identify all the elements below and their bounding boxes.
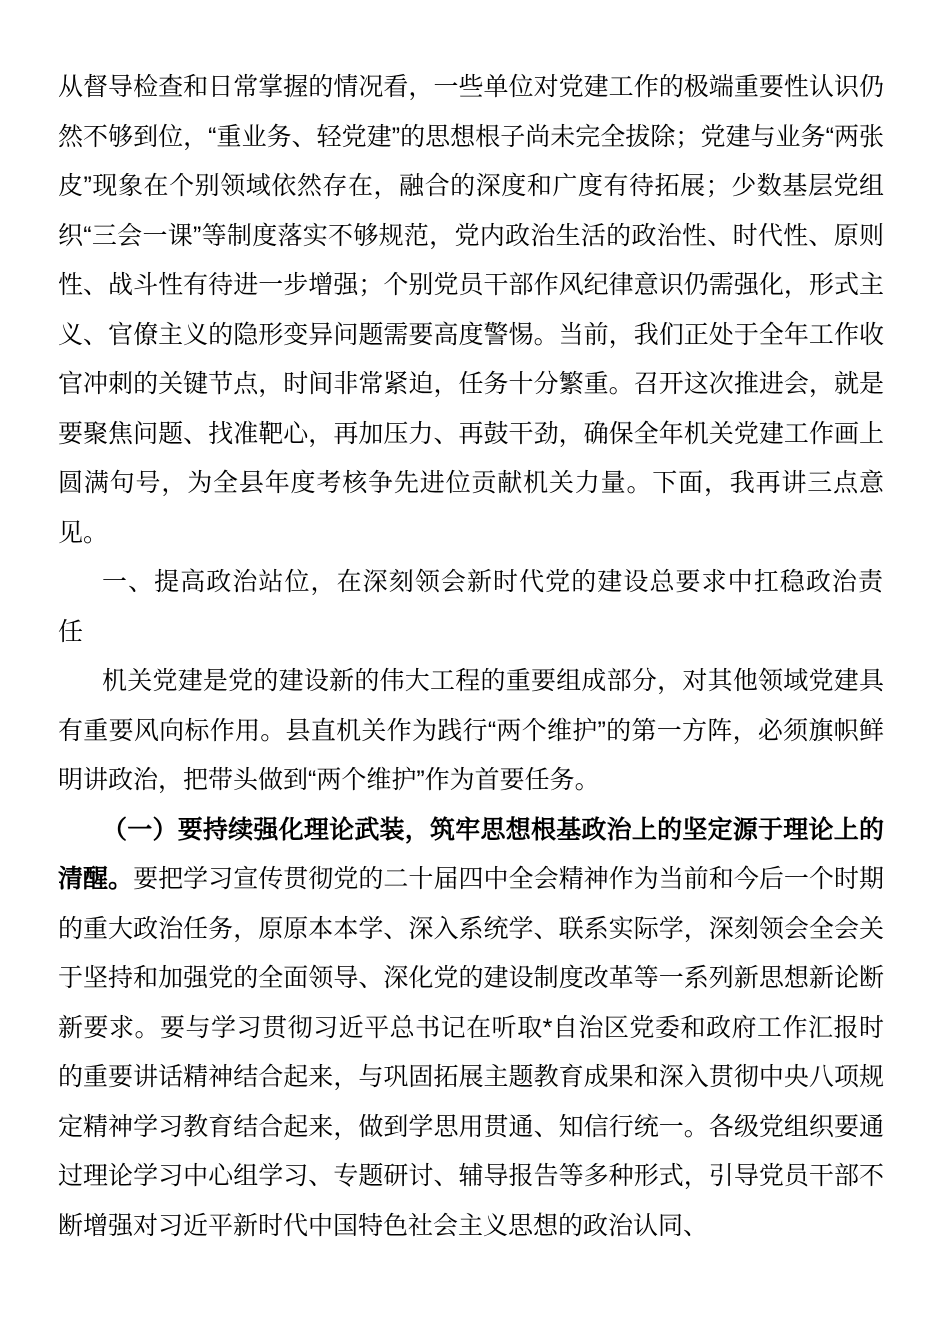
paragraph-organ-party-building: 机关党建是党的建设新的伟大工程的重要组成部分，对其他领域党建具有重要风向标作用。县直机关作为践行“两个维护”的第一方阵，必须旗帜鲜明讲政治，把带头做到“两个维护”作为首要任务。 <box>58 667 884 794</box>
paragraph-problems-overview: 从督导检查和日常掌握的情况看，一些单位对党建工作的极端重要性认识仍然不够到位，“重业务、轻党建”的思想根子尚未完全拔除；党建与业务“两张皮”现象在个别领域依然存在，融合的深度和广度有待拓展；少数基层党组织“三会一课”等制度落实不够规范，党内政治生活的政治性、时代性、原则性、战斗性有待进一步增强；个别党员干部作风纪律意识仍需强化，形式主义、官僚主义的隐形变异问题需要高度警惕。当前，我们正处于全年工作收官冲刺的关键节点，时间非常紧迫，任务十分繁重。召开这次推进会，就是要聚焦问题、找准靶心，再加压力、再鼓干劲，确保全年机关党建工作画上圆满句号，为全县年度考核争先进位贡献机关力量。下面，我再讲三点意见。 <box>58 73 884 547</box>
paragraph-point-1-body-text: 要把学习宣传贯彻党的二十届四中全会精神作为当前和今后一个时期的重大政治任务，原原本本学、深入系统学、联系实际学，深刻领会全会关于坚持和加强党的全面领导、深化党的建设制度改革等一系列新思想新论断新要求。要与学习贯彻习近平总书记在听取*自治区党委和政府工作汇报时的重要讲话精神结合起来，与巩固拓展主题教育成果和深入贯彻中央八项规定精神学习教育结合起来，做到学思用贯通、知信行统一。各级党组织要通过理论学习中心组学习、专题研讨、辅导报告等多种形式，引导党员干部不断增强对习近平新时代中国特色社会主义思想的政治认同、 <box>58 865 884 1240</box>
section-heading-1: 一、提高政治站位，在深刻领会新时代党的建设总要求中扛稳政治责任 <box>58 568 884 646</box>
paragraph-point-1-theory-arming <box>58 806 884 1252</box>
paragraph-point-1-bold-lead: （一）要持续强化理论武装，筑牢思想根基政治上的坚定源于理论上的清醒。 <box>58 815 884 893</box>
